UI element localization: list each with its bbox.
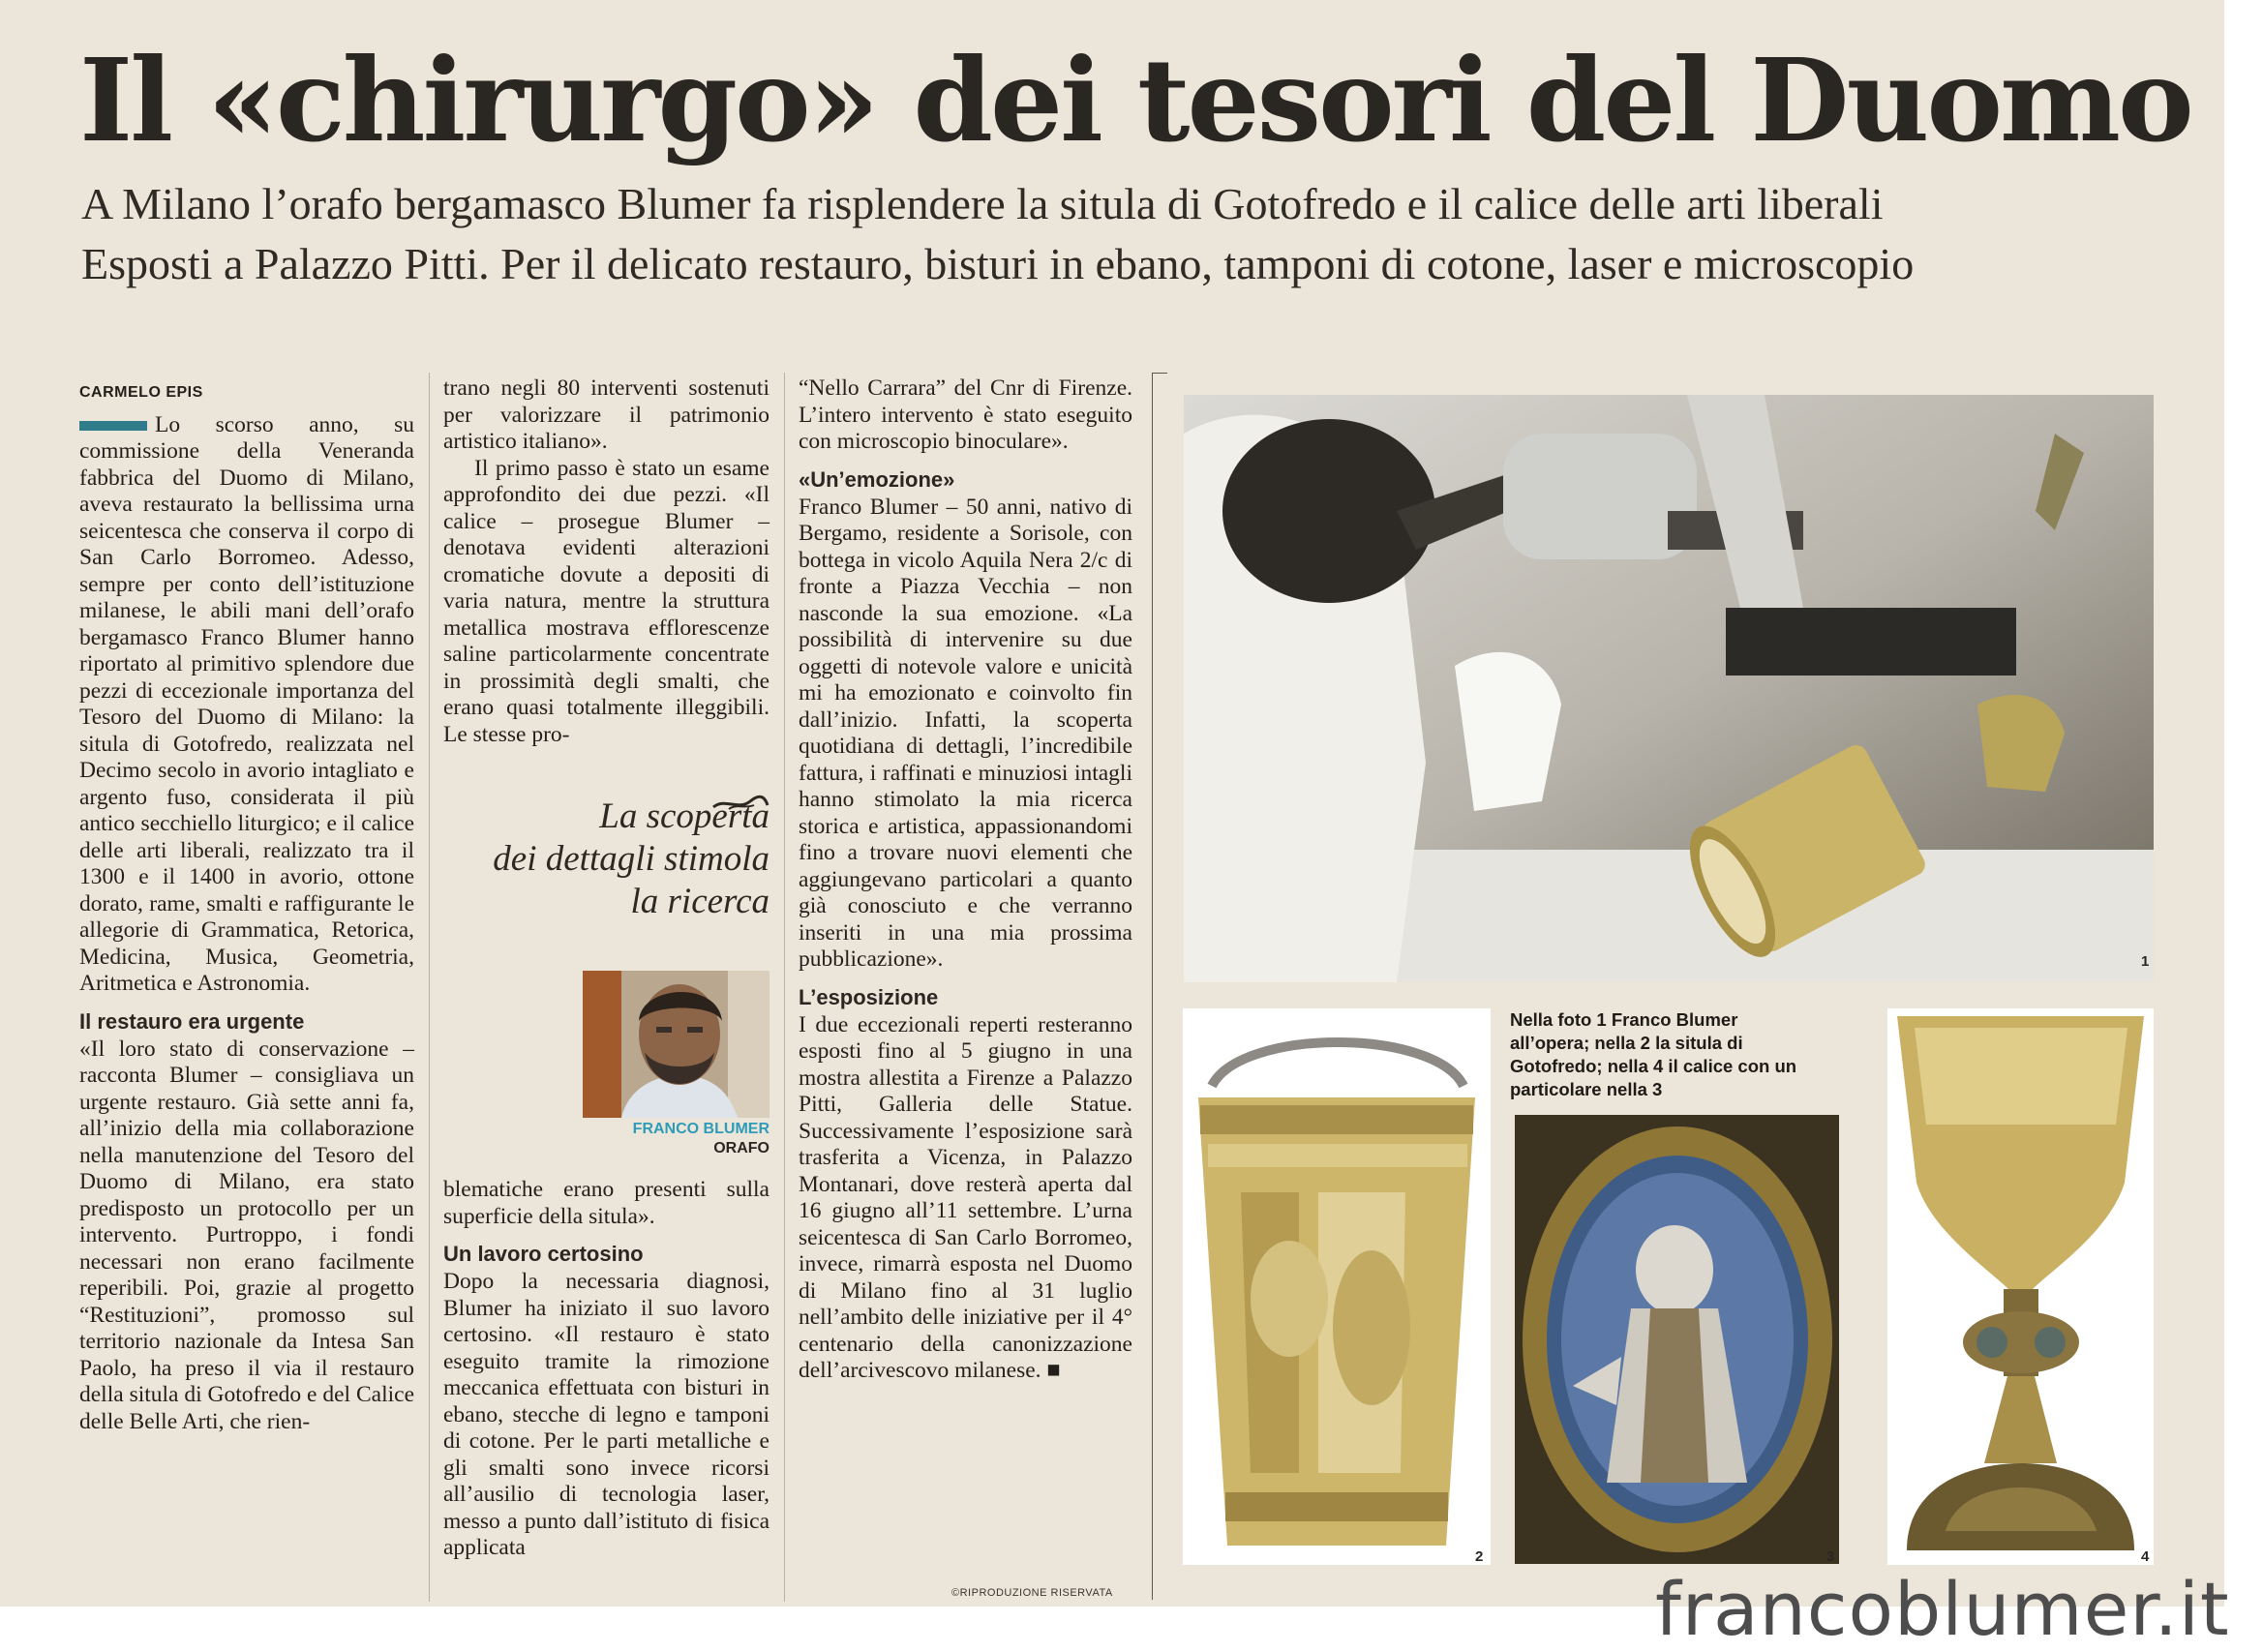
- paragraph: Franco Blumer – 50 anni, nativo di Bergamo, residente a Sorisole, con bottega in vicolo Aquila Nera 2/c di fronte a Piazza Vecchia – non nasconde la sua emozione. «La possibilità di intervenire su due oggetti di notevole valore e unicità mi ha emozionato e coinvolto fin dall’inizio. Infatti, la scoperta quotidiana di dettagli, l’incredibile fattura, i raffinati e minuziosi intagli hanno stimolato la mia ricerca storica e artistica, appassionandomi fino a trovare nuovi elementi che aggiungevano particolari a quanto già conosciuto e che verranno inseriti in una mia prossima pubblicazione».: [799, 494, 1132, 972]
- copyright-note: ©RIPRODUZIONE RISERVATA: [951, 1587, 1113, 1599]
- photo-restorer-at-microscope: [1184, 395, 2154, 982]
- subheadline-line-2: Esposti a Palazzo Pitti. Per il delicato restauro, bisturi in ebano, tamponi di cotone, laser e microscopio: [81, 239, 1915, 288]
- photo-enamel-detail: [1515, 1115, 1839, 1564]
- portrait-photo: [583, 971, 769, 1118]
- byline: CARMELO EPIS: [79, 384, 203, 401]
- byline-accent-bar: [79, 421, 147, 431]
- photo-number: 1: [2141, 953, 2150, 970]
- paragraph: I due eccezionali reperti resteranno esposti fino al 5 giugno in una mostra allestita a Firenze a Palazzo Pitti, Galleria delle Statue. Successivamente l’esposizione sarà trasferita a Vicenza, in Palazzo Montanari, dove resterà aperta dal 16 giugno all’11 settembre. L’urna seicentesca di San Carlo Borromeo, invece, rimarrà esposta nel Duomo di Milano fino al 31 luglio nell’ambito delle iniziative per il 4° centenario della canonizzazione dell’arcivescovo milanese. ■: [799, 1011, 1132, 1383]
- column-divider: [784, 373, 785, 1602]
- portrait-caption-role: ORAFO: [713, 1140, 769, 1156]
- photo-number: 4: [2141, 1548, 2150, 1565]
- photo-chalice-liberal-arts: [1887, 1008, 2154, 1565]
- section-heading-lavoro: Un lavoro certosino: [443, 1242, 644, 1266]
- photo-frame-rule: [1152, 373, 1153, 1600]
- article-column-2-continued: [443, 1177, 769, 1562]
- paragraph: trano negli 80 interventi sostenuti per valorizzare il patrimonio artistico italiano».: [443, 375, 769, 454]
- article-column-3: [799, 375, 1132, 1385]
- paragraph: “Nello Carrara” del Cnr di Firenze. L’intero intervento è stato eseguito con microscopio binoculare».: [799, 375, 1132, 454]
- article-column-2: [443, 375, 769, 748]
- photo-caption: Nella foto 1 Franco Blumer all’opera; nella 2 la situla di Gotofredo; nella 4 il calice con un particolare nella 3: [1510, 1009, 1797, 1099]
- paragraph: «Il loro stato di conservazione – racconta Blumer – consigliava un urgente restauro. Già sette anni fa, all’inizio della mia collaborazione nella manutenzione del Tesoro del Duomo di Milano, era stato predisposto un protocollo per un intervento. Purtroppo, i fondi necessari non erano facilmente reperibili. Poi, grazie al progetto “Restituzioni”, promosso sul territorio nazionale da Intesa San Paolo, ha preso il via il restauro della situla di Gotofredo e del Calice delle Belle Arti, che rien-: [79, 1036, 414, 1434]
- photo-number: 2: [1475, 1548, 1484, 1565]
- section-heading-esposizione: L’esposizione: [799, 984, 939, 1009]
- section-heading-restauro: Il restauro era urgente: [79, 1008, 305, 1034]
- lead-paragraph: Lo scorso anno, su commissione della Veneranda fabbrica del Duomo di Milano, aveva restaurato la bellissima urna seicentesca che conserva il corpo di San Carlo Borromeo. Adesso, sempre per conto dell’istituzione milanese, le abili mani dell’orafo bergamasco Franco Blumer hanno riportato al primitivo splendore due pezzi di eccezionale importanza del Tesoro del Duomo di Milano: la situla di Gotofredo, realizzata nel Decimo secolo in avorio intagliato e argento fuso, considerata il più antico secchiello liturgico; e il calice delle arti liberali, realizzato tra il 1300 e il 1400 in avorio, ottone dorato, rame, smalti e raffigurante le allegorie di Grammatica, Retorica, Medicina, Musica, Geometria, Aritmetica e Astronomia.: [79, 411, 414, 996]
- photo-situla-gotofredo: [1183, 1008, 1491, 1565]
- paragraph: Dopo la necessaria diagnosi, Blumer ha iniziato il suo lavoro certosino. «Il restauro è stato eseguito tramite la rimozione meccanica effettuata con bisturi in ebano, stecche di legno e tamponi di cotone. Per le parti metalliche e gli smalti sono invece ricorsi all’ausilio di tecnologia laser, messo a punto dall’istituto di fisica applicata: [443, 1269, 769, 1560]
- pull-quote: La scoperta dei dettagli stimola la ricerca: [493, 796, 769, 921]
- paragraph: blematiche erano presenti sulla superficie della situla».: [443, 1177, 769, 1229]
- subheadline: [81, 174, 2162, 294]
- headline: Il «chirurgo» dei tesori del Duomo: [79, 33, 2191, 167]
- subheadline-line-1: A Milano l’orafo bergamasco Blumer fa risplendere la situla di Gotofredo e il calice delle arti liberali: [81, 179, 1884, 228]
- portrait-caption-name: FRANCO BLUMER: [632, 1121, 769, 1137]
- photo-number: 3: [1826, 1548, 1835, 1565]
- paragraph: Il primo passo è stato un esame approfondito dei due pezzi. «Il calice – prosegue Blumer – denotava evidenti alterazioni cromatiche dovute a depositi di varia natura, mentre la struttura metallica mostrava efflorescenze saline particolarmente concentrate in prossimità degli smalti, che erano quasi totalmente illeggibili. Le stesse pro-: [443, 455, 769, 747]
- section-heading-emozione: «Un’emozione»: [799, 466, 955, 492]
- article-column-1: [79, 379, 414, 1435]
- photo-frame-rule: [1152, 373, 1167, 374]
- watermark: francoblumer.it: [1655, 1566, 2230, 1652]
- column-divider: [429, 373, 430, 1602]
